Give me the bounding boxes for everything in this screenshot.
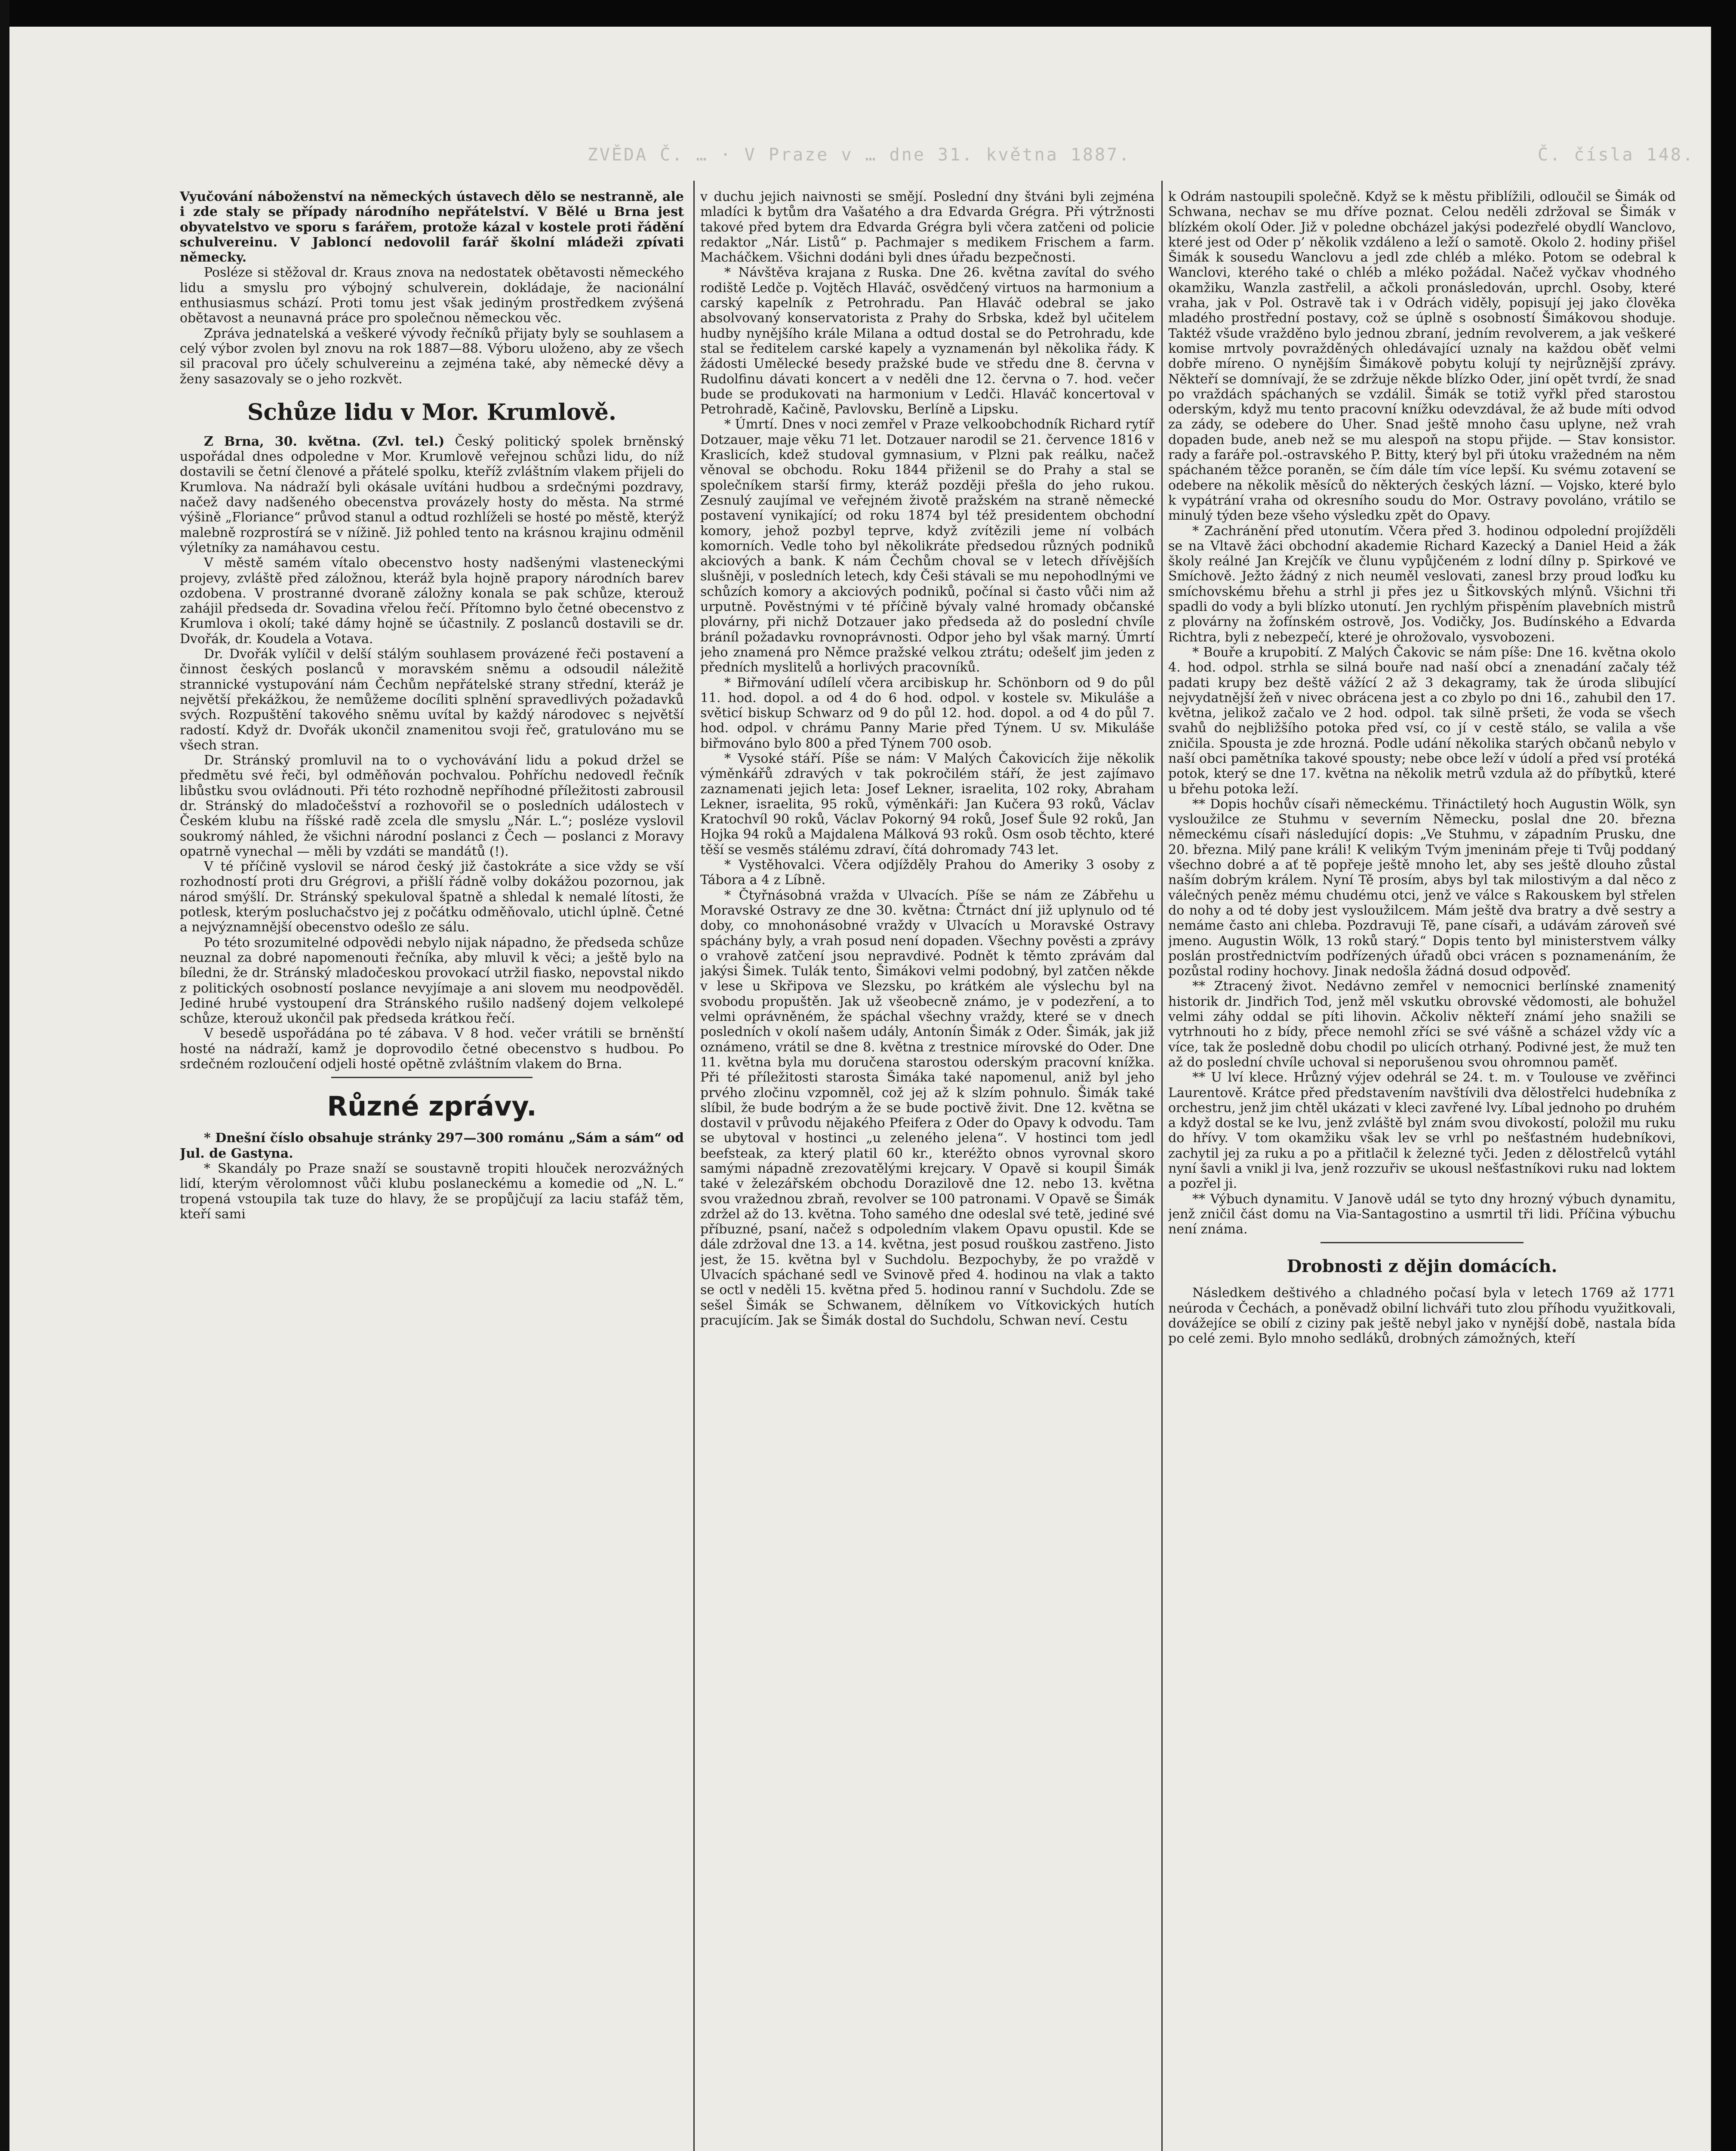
- scan-border-top: [0, 0, 1736, 27]
- section-heading: Schůze lidu v Mor. Krumlově.: [247, 399, 616, 425]
- dateline: Z Brna, 30. května. (Zvl. tel.): [204, 434, 445, 449]
- article-paragraph: Dr. Dvořák vylíčil v delší stálým souhlasem provázené řeči postavení a činnost českých poslanců v moravském sněmu a odsoudil náležitě strannické vystupování nám Čechům nepřátelské strany střední, kteráž je největší překážkou, že nemůžeme docíliti splnění spravedlivých požadavků svých. Rozpuštění takového sněmu uvítal by každý národovec s největší radostí. Když dr. Dvořák ukončil znamenitou svoji řeč, gratulováno mu se všech stran.: [180, 647, 684, 753]
- column-2: [700, 189, 1154, 2151]
- column-3: [1168, 189, 1676, 2151]
- news-item: * Bouře a krupobití. Z Malých Čakovic se nám píše: Dne 16. května okolo 4. hod. odpol. strhla se silná bouře nad naší obcí a znenadání začaly též padati krupy bez deště vážící 2 až 3 dekagramy, tak že úroda slibující nejvydatnější žeň v nivec obrácena jest a co zbylo po dni 16., zahubil den 17. května, jelikož začalo ve 2 hod. odpol. tak silně pršeti, že voda se všech svahů do nejbližšího potoka před vsí, co jí v cestě stálo, se valila a vše zničila. Spousta je zde hrozná. Podle udání několika starých občanů nebylo v naší obci pamětníka takové spousty; nebe obce leží v údolí a před vsí protéká potok, který se dne 17. května na několik metrů vzdula až do příbytků, které u břehu potoka leží.: [1168, 644, 1676, 797]
- article-paragraph: Posléze si stěžoval dr. Kraus znova na nedostatek obětavosti německého lidu a smyslu pro výbojný schulverein, dokládaje, že nacionální enthusiasmus schází. Proti tomu jest však jediným prostředkem zvýšená obětavost a neunavná práce pro společnou německou věc.: [180, 265, 684, 326]
- article-paragraph: Český politický spolek brněnský uspořádal dnes odpoledne v Mor. Krumlově veřejnou schůzi lidu, do níž dostavili se četní členové a přátelé spolku, kteříž zvláštním vlakem přijeli do Krumlova. Na nádraží byli okásale uvítáni hudbou a srdečnými pozdravy, načež davy nadšeného obecenstva provázely hosty do města. Na strmé výšině „Floriance“ průvod stanul a odtud rozhlíželi se hosté po městě, kterýž malebně rozprostírá se v nížině. Již pohled tento na krásnou krajinu odměnil výletníky za namáhavou cestu.: [180, 434, 684, 555]
- news-item: * Biřmování udílelí včera arcibiskup hr. Schönborn od 9 do půl 11. hod. dopol. a od 4 do 6 hod. odpol. v kostele sv. Mikuláše a světicí biskup Schwarz od 9 do půl 12. hod. dopol. a od 4 do půl 7. hod. odpol. v chrámu Panny Marie před Týnem. U sv. Mikuláše biřmováno bylo 800 a před Týnem 700 osob.: [700, 675, 1154, 751]
- scan-border-left: [0, 0, 9, 2151]
- news-item: * Dnešní číslo obsahuje stránky 297—300 románu „Sám a sám“ od Jul. de Gastyna.: [180, 1131, 684, 1161]
- news-item: ** U lví klece. Hrůzný výjev odehrál se 24. t. m. v Toulouse ve zvěřinci Laurentově. Krátce před představením navštívili dva dělostřelci hudebníka z orchestru, jenž jim chtěl ukázati v kleci zavřené lvy. Líbal jednoho po druhém a když dostal se ke lvu, jenž zvláště byl znám svou divokostí, položil mu ruku do hřívy. V tom okamžiku však lev se vrhl po nešťastném hudebníkovi, zachytil jej za ruku a po a přitlačil k železné tyči. Jeden z dělostřelců vytáhl nyní šavli a vnikl ji lva, jenž rozzuřiv se ukousl nešťastníkovi ruku nad loktem a pozřel ji.: [1168, 1070, 1676, 1192]
- news-item: * Čtyřnásobná vražda v Ulvacích. Píše se nám ze Zábřehu u Moravské Ostravy ze dne 30. května: Čtrnáct dní již uplynulo od té doby, co mnohonásobné vraždy v Ulvacích u Moravské Ostravy spáchány byly, a vrah posud není dopaden. Všechny pověsti a zprávy o vrahově zatčení jsou nepravdivé. Podnět k těmto zprávám dal jakýsi Šimek. Tulák tento, Šimákovi velmi podobný, byl zatčen někde v lese u Skřipova ve Slezsku, po krátkém ale výslechu byl na svobodu propuštěn. Jak už všeobecně známo, je v podezření, a to velmi oprávněném, že spáchal všechny vraždy, které se v dnech posledních v okolí našem udály, Antonín Šimák z Oder. Šimák, jak již oznámeno, vrátil se dne 8. května z trestnice mírovské do Oder. Dne 11. května byla mu doručena starostou oderským pracovní knížka. Při té příležitosti starosta Šimáka také napomenul, aniž byl jeho prvého zločinu vzpomněl, což jej až k slzím pohnulo. Šimák také slíbil, že bude bodrým a že se bude poctivě živit. Dne 12. května se dostavil v průvodu nějakého Pfeifera z Oder do Opavy k odvodu. Tam se ubytoval v hostinci „u zeleného jelena“. V hostinci tom jedl beefsteak, za který platil 60 kr., kteréžto obnos vyrovnal skoro samými nápadně zrezovatělými krejcary. V Opavě si koupil Šimák také v železářském obchodu Dorazilově dne 12. nebo 13. května svou vražednou zbraň, revolver se 100 patronami. V Opavě se Šimák zdržel až do 13. května. Toho samého dne odeslal své tetě, jediné své příbuzné, psaní, načež s odpoledním vlakem Opavu opustil. Kde se dále zdržoval dne 13. a 14. května, jest posud rouškou zastřeno. Jisto jest, že 15. května byl v Suchdolu. Bezpochyby, že po vraždě v Ulvacích spáchané sedl ve Svinově před 4. hodinou na vlak a takto se octl v neděli 15. května před 5. hodinou ranní v Suchdolu. Zde se sešel Šimák se Schwanem, dělníkem vo Vítkovických hutích pracujícím. Jak se Šimák dostal do Suchdolu, Schwan neví. Cestu: [700, 888, 1154, 1328]
- news-item: ** Ztracený život. Nedávno zemřel v nemocnici berlínské znamenitý historik dr. Jindřich Tod, jenž měl vskutku obrovské vědomosti, ale bohužel velmi záhy oddal se píti lihovin. Ačkoliv někteří známí jeho snažili se vytrhnouti ho z bídy, přece nemohl zříci se své vášně a scházel vždy víc a více, tak že posledně dobu chodil po ulicích otrhaný. Podivné jest, že muž ten až do poslední chvíle uchoval si neporušenou svou ohromnou paměť.: [1168, 979, 1676, 1070]
- divider-line: [331, 1077, 533, 1078]
- article-paragraph: V té příčině vyslovil se národ český již častokráte a sice vždy se vší rozhodností proti dru Grégrovi, a přišlí řádně volby dokážou pozornou, jak národ smýšlí. Dr. Stránský spekuloval špatně a shledal k nemalé lítosti, že potlesk, kterým posluchačstvo jej z počátku odměňovalo, utichl úplně. Četné a nejvýznamnější obecenstvo odešlo ze sálu.: [180, 859, 684, 935]
- news-item: * Úmrtí. Dnes v noci zemřel v Praze velkoobchodník Richard rytíř Dotzauer, maje věku 71 let. Dotzauer narodil se 21. července 1816 v Kraslicích, kdež studoval gymnasium, v Plzni pak reálku, načež věnoval se obchodu. Roku 1844 přiženil se do Prahy a stal se společníkem starší firmy, kteráž později přešla do jeho rukou. Zesnulý zaujímal ve veřejném životě pražském na straně německé postavení vynikající; od roku 1874 byl též presidentem obchodní komory, jehož pozbyl teprve, když zvítězili jeme ní volbách komorních. Vedle toho byl několikráte předsedou různých podniků akciových a bank. K nám Čechům choval se v letech dřívějších slušněji, v posledních letech, kdy Češi stávali se mu nepohodlnými ve schůzích komory a akciových podniků, počínal si často vůči nim až urputně. Pověstnými v té příčině bývaly valné hromady občanské plovárny, při nichž Dotzauer jako předseda až do poslední chvíle bráníl požadavku rovnoprávnosti. Odpor jeho byl však marný. Úmrtí jeho znamená pro Němce pražské velkou ztrátu; odešelť jim jeden z předních myslitelů a horlivých pracovníků.: [700, 417, 1154, 675]
- section-heading: Různé zprávy.: [327, 1091, 537, 1122]
- column-divider: [1161, 181, 1163, 2151]
- masthead-right: Č. čísla 148.: [1537, 145, 1695, 165]
- news-item: * Skandály po Praze snaží se soustavně tropiti hlouček nerozvážných lidí, kterým věrolomnost vůči klubu poslaneckému a komedie od „N. L.“ tropená vstoupila tak tuze do hlavy, že se propůjčují za laciu stafáž těm, kteří sami: [180, 1161, 684, 1222]
- news-item: ** Dopis hochův císaři německému. Třináctiletý hoch Augustin Wölk, syn vysloužilce ze Stuhmu v severním Německu, poslal dne 20. března německému císaři následující dopis: „Ve Stuhmu, v západním Prusku, dne 20. března. Milý pane králi! K velikým Tvým jmeninám přeje ti Tvůj poddaný všechno dobré a ať tě popřeje ještě mnoho let, aby ses ještě dlouho zůstal naším dobrým králem. Nyní Tě prosím, abys byl tak milostivým a dal něco z válečných peněz mému chudému otci, jenž ve válce s Rakouskem byl střelen do nohy a od té doby jest vysloužilcem. Mám ještě dva bratry a dvě sestry a nemáme často ani chleba. Pozdravuji Tě, pane císaři, a udávám zároveň své jmeno. Augustin Wölk, 13 roků starý.“ Dopis tento byl ministerstvem války poslán prostřednictvím podřízených úřadů obci vrácen s poznamenáním, že pozůstal rodiny hochovy. Jinak nedošla žádná dosud odpověď.: [1168, 796, 1676, 979]
- divider-line: [1320, 1242, 1524, 1243]
- article-paragraph: v duchu jejich naivnosti se smějí. Poslední dny štváni byli zejména mladíci k bytům dra Vašatého a dra Edvarda Grégra. Při výtržnosti takové před bytem dra Edvarda Grégra byli včera zatčeni od policie redaktor „Nár. Listů“ p. Pachmajer s medikem Frischem a farm. Macháčkem. Všichni dodáni byli dnes úřadu bezpečnosti.: [700, 189, 1154, 265]
- article-paragraph: Následkem deštivého a chladného počasí byla v letech 1769 až 1771 neúroda v Čechách, a poněvadž obilní lichváři tuto zlou příhodu využitkovali, dovážejíce se obilí z ciziny pak ještě nebyl jako v nynější době, nastala bída po celé zemi. Bylo mnoho sedláků, drobných zámožných, kteří: [1168, 1285, 1676, 1347]
- news-item: * Vystěhovalci. Včera odjížděly Prahou do Ameriky 3 osoby z Tábora a 4 z Líbně.: [700, 857, 1154, 888]
- article-paragraph: Vyučování náboženství na německých ústavech dělo se nestranně, ale i zde staly se případy národního nepřátelství. V Bělé u Brna jest obyvatelstvo ve sporu s farářem, protože kázal v kostele proti řádění schulvereinu. V Jabloncí nedovolil farář školní mládeži zpívati německy.: [180, 189, 684, 265]
- article-paragraph: Dr. Stránský promluvil na to o vychovávání lidu a pokud držel se předmětu své řeči, byl odměňován pochvalou. Pohříchu nedovedl řečník libůstku svou ovládnouti. Při této rozhodně nepříhodné příležitosti zabrousil dr. Stránský do mladočešství a rozhovořil se o posledních událostech v Českém klubu na říšské radě zcela dle smyslu „Nár. L.“; posléze vyslovil soukromý náhled, že všichni národní poslanci z Čech — poslanci z Moravy opatrně vynechal — měli by vzdáti se mandátů (!).: [180, 753, 684, 859]
- article-paragraph: Po této srozumitelné odpovědi nebylo nijak nápadno, že předseda schůze neuznal za dobré napomenouti řečníka, aby mluvil k věci; a ještě bylo na bíledni, že dr. Stránský mladočeskou provokací utržil fiasko, nepovstal nikdo z politických osobností poslance nevyjímaje a ani slovem mu neodpověděl. Jediné hrubé vystoupení dra Stránského rušilo nadšený dojem velkolepé schůze, kterouž ukončil pak předseda krátkou řečí.: [180, 935, 684, 1026]
- column-divider: [693, 181, 695, 2151]
- article-paragraph: V besedě uspořádána po té zábava. V 8 hod. večer vrátili se brněnští hosté na nádraží, kamž je doprovodilo četné obecenstvo s hudbou. Po srdečném rozloučení odjeli hosté opětně zvláštním vlakem do Brna.: [180, 1026, 684, 1072]
- article-paragraph: k Odrám nastoupili společně. Když se k městu přiblížili, odloučil se Šimák od Schwana, nechav se mu dříve poznat. Celou neděli zdržoval se Šimák v blízkém okolí Oder. Již v poledne obcházel jakýsi podezřelé obydlí Wanclovo, které jest od Oder p’ několik vzdáleno a leží o samotě. Okolo 2. hodiny přišel Šimák k sousedu Wanclovu a jedl zde chléb a mléko. Potom se odebral k Wanclovi, kterého také o chléb a mléko požádal. Načež vyčkav vhodného okamžiku, Wanzla zastřelil, a ačkoli pronásledován, uprchl. Osoby, které vraha, jak v Pol. Ostravě tak i v Odrách viděly, popisují jej jako člověka mladého prostřední postavy, což se úplně s osobností Šimákovou shoduje. Taktéž všude vražděno bylo jednou zbraní, jedním revolverem, a jak veškeré komise mrtvoly povražděných ohledávající uznaly na každou oběť velmi dobře míreno. O nynějším Šimákově pobytu kolují ty nejrůznější zprávy. Někteří se domnívají, že se zdržuje někde blízko Oder, jiní opět tvrdí, že snad po vraždách spáchaných se vzdálil. Šimák se totiž vyřkl před starostou oderským, když mu tento pracovní knížku odevzdával, že až bude míti odvod za zády, se odebere do Uher. Snad ještě mnoho času uplyne, než vrah dopaden bude, aneb než se mu alespoň na stopu přijde. — Stav konsistor. rady a faráře pol.-ostravského P. Bitty, který byl při útoku vražedném na něm spáchaném těžce poraněn, se čím dále tím více lepší. Ku svému zotavení se odebere na několik měsíců do některých českých lázní. — Vojsko, které bylo k vypátrání vraha od okresního soudu do Mor. Ostravy povoláno, vrátilo se minulý týden beze všeho výsledku zpět do Opavy.: [1168, 189, 1676, 524]
- news-item: * Zachránění před utonutím. Včera před 3. hodinou odpolední projížděli se na Vltavě žáci obchodní akademie Richard Kazecký a Daniel Heid a žák školy reálné Jan Krejčík ve člunu vypůjčeném z lodní dílny p. Spirkové ve Smíchově. Ježto žádný z nich neuměl veslovati, zanesl brzy proud loďku ku smíchovskému břehu a strhl ji přes jez u Šitkovských mlýnů. Všichni tři spadli do vody a byli blízko utonutí. Jen rychlým přispěním plavebních mistrů z plovárny na žofínském ostrově, Jos. Vodičky, Jos. Budínského a Edvarda Richtra, byli z nebezpečí, které je ohrožovalo, vysvobozeni.: [1168, 523, 1676, 645]
- masthead: [181, 138, 1695, 172]
- section-heading: Drobnosti z dějin domácích.: [1287, 1256, 1557, 1277]
- scan-border-right: [1711, 0, 1736, 2151]
- article-paragraph: V městě samém vítalo obecenstvo hosty nadšenými vlasteneckými projevy, zvláště před záložnou, kteráž byla hojně prapory národních barev ozdobena. V prostranné dvoraně záložny konala se pak schůze, kterouž zahájil předseda dr. Sovadina vřelou řečí. Přítomno bylo četné obecenstvo z Krumlova i okolí; také dámy hojně se účastnily. Z poslanců dostavili se dr. Dvořák, dr. Koudela a Votava.: [180, 555, 684, 647]
- news-item: * Návštěva krajana z Ruska. Dne 26. května zavítal do svého rodiště Ledče p. Vojtěch Hlaváč, osvědčený virtuos na harmonium a carský kapelník z Petrohradu. Pan Hlaváč odebral se jako absolvovaný konservatorista z Prahy do Srbska, kdež byl učitelem hudby nynějšího krále Milana a odtud dostal se do Petrohradu, kde stal se ředitelem carské kapely a vyznamenán byl několika řády. K žádosti Umělecké besedy pražské bude ve středu dne 8. června v Rudolfinu dávati koncert a v neděli dne 12. června o 7. hod. večer bude se produkovati na harmonium v Ledči. Hlaváč koncertoval v Petrohradě, Kačině, Pavlovsku, Berlíně a Lipsku.: [700, 265, 1154, 417]
- news-item: * Vysoké stáří. Píše se nám: V Malých Čakovicích žije několik výměnkářů zdravých v tak pokročilém stáří, že jest zajímavo zaznamenati jejich leta: Josef Lekner, israelita, 102 roky, Abraham Lekner, israelita, 95 roků, výměnkáři: Jan Kučera 93 roků, Václav Kratochvíl 90 roků, Václav Pokorný 94 roků, Josef Šule 92 roků, Jan Hojka 94 roků a Majdalena Málková 93 roků. Osm osob těchto, které těší se vesměs stálému zdraví, čítá dohromady 743 let.: [700, 751, 1154, 857]
- masthead-center: ZVĚDA Č. … · V Praze v … dne 31. května 1887.: [587, 145, 1131, 165]
- column-1: [180, 189, 684, 2151]
- news-item: ** Výbuch dynamitu. V Janově udál se tyto dny hrozný výbuch dynamitu, jenž zničil část domu na Via-Santagostino a usmrtil tři lidi. Příčina výbuchu není známa.: [1168, 1191, 1676, 1237]
- article-paragraph: Zpráva jednatelská a veškeré vývody řečníků přijaty byly se souhlasem a celý výbor zvolen byl znovu na rok 1887—88. Výboru uloženo, aby ze všech sil pracoval pro účely schulvereinu a zejména také, aby německé děvy a ženy sasazovaly se o jeho rozkvět.: [180, 326, 684, 387]
